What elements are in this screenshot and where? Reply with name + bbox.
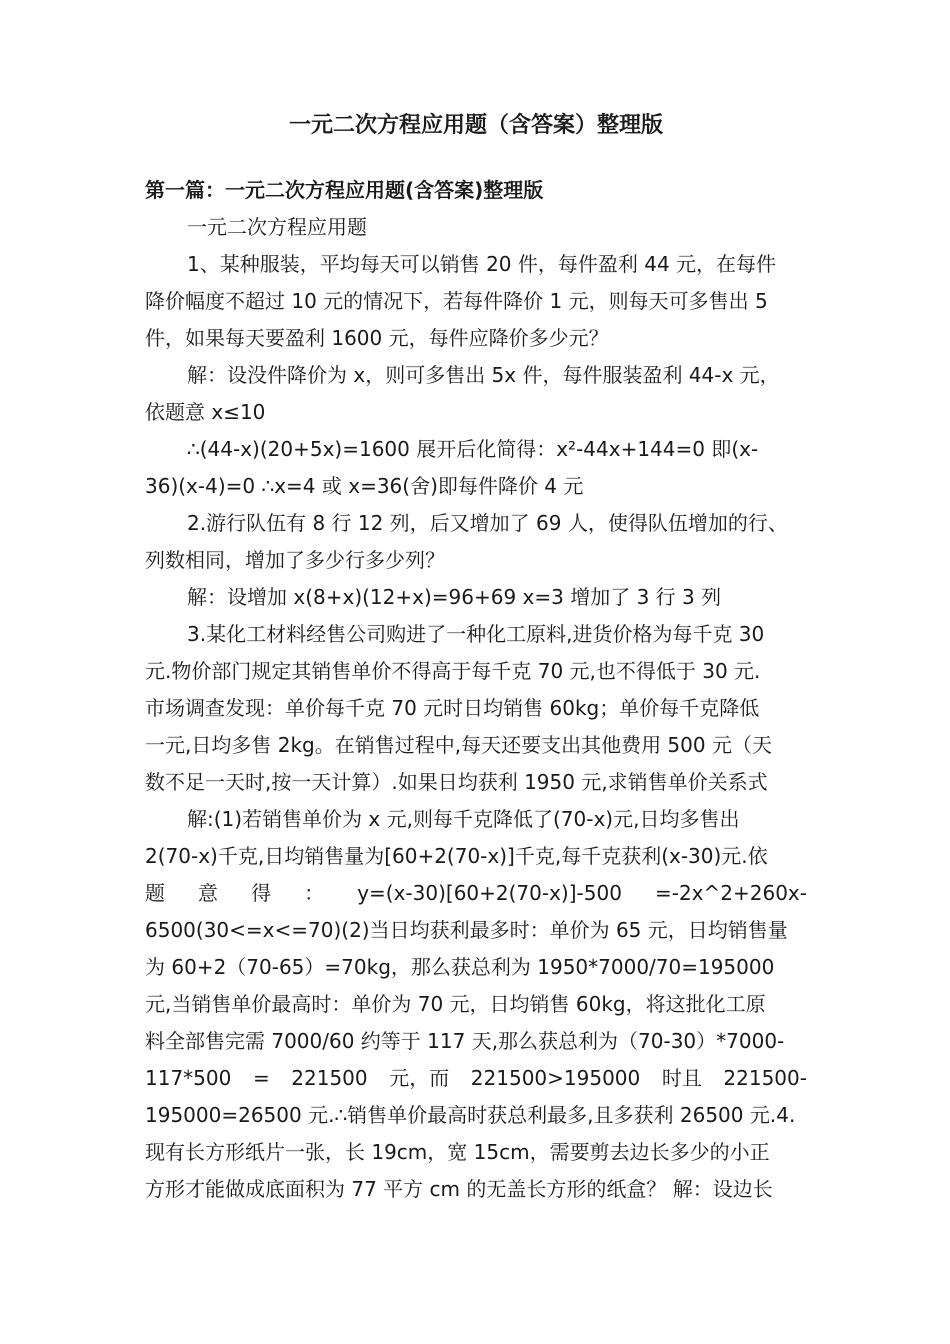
paragraph-line: 解:(1)若销售单价为 x 元,则每千克降低了(70-x)元,日均多售出 — [187, 807, 740, 831]
body-text — [145, 209, 807, 1208]
paragraph-line: 市场调查发现：单价每千克 70 元时日均销售 60kg；单价每千克降低 — [145, 696, 760, 720]
paragraph-line: 件，如果每天要盈利 1600 元，每件应降价多少元？ — [145, 326, 609, 350]
paragraph-line: 为 60+2（70-65）=70kg，那么获总利为 1950*7000/70=195000 — [145, 955, 775, 979]
paragraph-line: 元.物价部门规定其销售单价不得高于每千克 70 元,也不得低于 30 元. — [145, 659, 761, 683]
paragraph-line: 2(70-x)千克,日均销售量为[60+2(70-x)]千克,每千克获利(x-30)元.依 — [145, 844, 768, 868]
paragraph-line: 195000=26500 元.∴销售单价最高时获总利最多,且多获利 26500 元.4. — [145, 1103, 796, 1127]
line-segment: 得 — [251, 881, 272, 905]
paragraph-line: ∴(44-x)(20+5x)=1600 展开后化简得：x²-44x+144=0 即(x- — [187, 437, 759, 461]
paragraph-line: 解：设增加 x(8+x)(12+x)=96+69 x=3 增加了 3 行 3 列 — [187, 585, 722, 609]
line-segment: ： — [304, 881, 325, 905]
paragraph-line: 现有长方形纸片一张，长 19cm，宽 15cm，需要剪去边长多少的小正 — [145, 1140, 770, 1164]
paragraph-line: 解：设没件降价为 x，则可多售出 5x 件，每件服装盈利 44-x 元， — [187, 363, 780, 387]
paragraph-line: 2.游行队伍有 8 行 12 列，后又增加了 69 人，使得队伍增加的行、 — [187, 511, 788, 535]
section-heading: 第一篇：一元二次方程应用题(含答案)整理版 — [145, 178, 544, 202]
line-segment: 元，而 — [389, 1066, 450, 1090]
line-segment: 117*500 — [145, 1066, 232, 1090]
justified-line — [145, 875, 807, 912]
paragraph-line: 方形才能做成底面积为 77 平方 cm 的无盖长方形的纸盒？ 解：设边长 — [145, 1177, 773, 1201]
paragraph-line: 料全部售完需 7000/60 约等于 117 天,那么获总利为（70-30）*7000- — [145, 1029, 785, 1053]
subtitle-line: 一元二次方程应用题 — [187, 215, 367, 239]
line-segment: y=(x-30)[60+2(70-x)]-500 — [357, 881, 622, 905]
paragraph-line: 6500(30<=x<=70)(2)当日均获利最多时：单价为 65 元，日均销售量 — [145, 918, 788, 942]
justified-line — [145, 1060, 807, 1097]
paragraph-line: 数不足一天时,按一天计算）.如果日均获利 1950 元,求销售单价关系式 — [145, 770, 768, 794]
paragraph-line: 降价幅度不超过 10 元的情况下，若每件降价 1 元，则每天可多售出 5 — [145, 289, 768, 313]
paragraph-line: 36)(x-4)=0 ∴x=4 或 x=36(舍)即每件降价 4 元 — [145, 474, 584, 498]
paragraph-line: 元,当销售单价最高时：单价为 70 元，日均销售 60kg，将这批化工原 — [145, 992, 766, 1016]
line-segment: 221500 — [291, 1066, 368, 1090]
document-title: 一元二次方程应用题（含答案）整理版 — [288, 113, 663, 138]
line-segment: 221500>195000 — [470, 1066, 641, 1090]
paragraph-line: 1、某种服装，平均每天可以销售 20 件，每件盈利 44 元，在每件 — [187, 252, 777, 276]
paragraph-line: 一元,日均多售 2kg。在销售过程中,每天还要支出其他费用 500 元（天 — [145, 733, 772, 757]
line-segment: =-2x^2+260x- — [654, 881, 807, 905]
line-segment: = — [252, 1066, 270, 1090]
line-segment: 时且 — [661, 1066, 702, 1090]
paragraph-line: 列数相同，增加了多少行多少列？ — [145, 548, 445, 572]
line-segment: 题 — [145, 881, 165, 905]
line-segment: 意 — [198, 881, 219, 905]
paragraph-line: 依题意 x≤10 — [145, 400, 266, 424]
line-segment: 221500- — [723, 1066, 807, 1090]
paragraph-line: 3.某化工材料经售公司购进了一种化工原料,进货价格为每千克 30 — [187, 622, 765, 646]
